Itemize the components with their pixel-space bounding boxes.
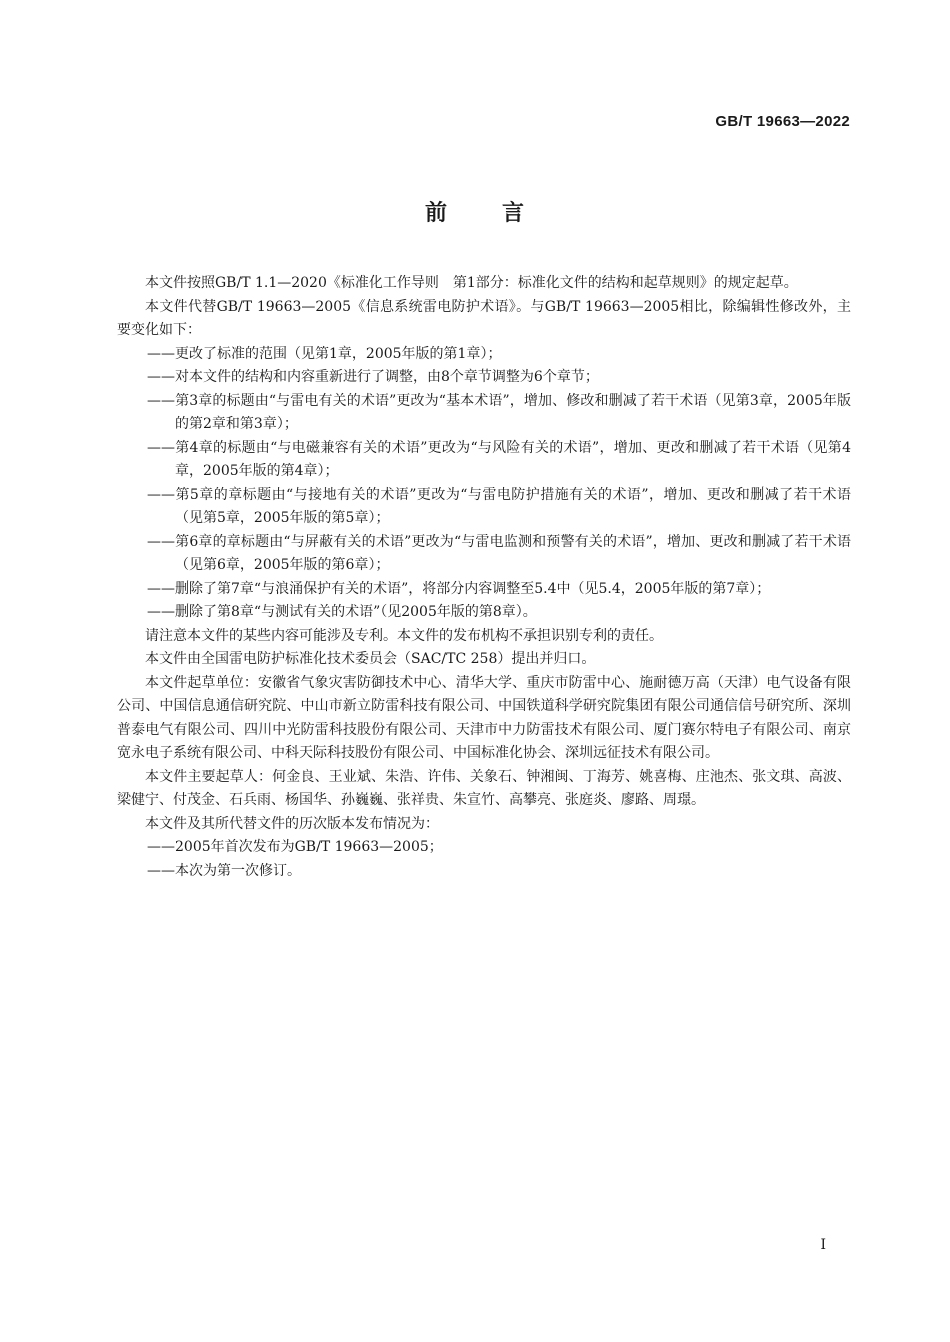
change-item: ——第3章的标题由“与雷电有关的术语”更改为“基本术语”，增加、修改和删减了若干术语（见第3章，2005年版的第2章和第3章）；	[147, 392, 851, 432]
paragraph-history-intro: 本文件及其所代替文件的历次版本发布情况为：	[145, 815, 439, 832]
title-char-2: 言	[502, 201, 526, 226]
change-item: ——更改了标准的范围（见第1章，2005年版的第1章）；	[147, 345, 502, 362]
change-item: ——对本文件的结构和内容重新进行了调整，由8个章节调整为6个章节；	[147, 369, 599, 385]
history-item: ——本次为第一次修订。	[147, 862, 301, 879]
standard-code: GB/T 19663—2022	[715, 113, 850, 130]
paragraph-patent-notice: 请注意本文件的某些内容可能涉及专利。本文件的发布机构不承担识别专利的责任。	[145, 627, 663, 644]
paragraph-drafting-units: 本文件起草单位：安徽省气象灾害防御技术中心、清华大学、重庆市防雷中心、施耐德万高（天津）电气设备有限公司、中国信息通信研究院、中山市新立防雷科技有限公司、中国铁道科学研究院集团有限公司通信信号研究所、深圳普泰电气有限公司、四川中光防雷科技股份有限公司、天津市中力防雷技术有限公司、厦门赛尔特电子有限公司、南京宽永电子系统有限公司、中科天际科技股份有限公司、中国标准化协会、深圳远征技术有限公司。	[117, 674, 851, 761]
paragraph-drafters: 本文件主要起草人：何金良、王业斌、朱浩、许伟、关象石、钟湘闽、丁海芳、姚喜梅、庄池杰、张文琪、高波、梁健宁、付茂金、石兵雨、杨国华、孙巍巍、张祥贵、朱宣竹、高攀亮、张庭炎、廖路、周璟。	[117, 768, 851, 808]
change-item: ——删除了第7章“与浪涌保护有关的术语”，将部分内容调整至5.4中（见5.4，2005年版的第7章）；	[147, 580, 771, 597]
change-item: ——第6章的章标题由“与屏蔽有关的术语”更改为“与雷电监测和预警有关的术语”，增加、更改和删减了若干术语（见第6章，2005年版的第6章）；	[147, 533, 851, 573]
page-number: I	[820, 1237, 826, 1253]
foreword-body	[117, 272, 851, 883]
change-item: ——删除了第8章“与测试有关的术语”（见2005年版的第8章）。	[147, 604, 537, 620]
paragraph-drafting-rules: 本文件按照GB/T 1.1—2020《标准化工作导则 第1部分：标准化文件的结构和起草规则》的规定起草。	[145, 275, 798, 291]
title-char-1: 前	[424, 201, 448, 226]
change-item: ——第5章的章标题由“与接地有关的术语”更改为“与雷电防护措施有关的术语”，增加、更改和删减了若干术语（见第5章，2005年版的第5章）；	[147, 486, 851, 526]
paragraph-committee: 本文件由全国雷电防护标准化技术委员会（SAC/TC 258）提出并归口。	[145, 651, 596, 667]
change-item: ——第4章的标题由“与电磁兼容有关的术语”更改为“与风险有关的术语”，增加、更改和删减了若干术语（见第4章，2005年版的第4章）；	[147, 439, 851, 479]
page-title	[0, 196, 950, 227]
history-item: ——2005年首次发布为GB/T 19663—2005；	[147, 839, 443, 855]
paragraph-replaces: 本文件代替GB/T 19663—2005《信息系统雷电防护术语》。与GB/T 19663—2005相比，除编辑性修改外，主要变化如下：	[117, 298, 851, 338]
